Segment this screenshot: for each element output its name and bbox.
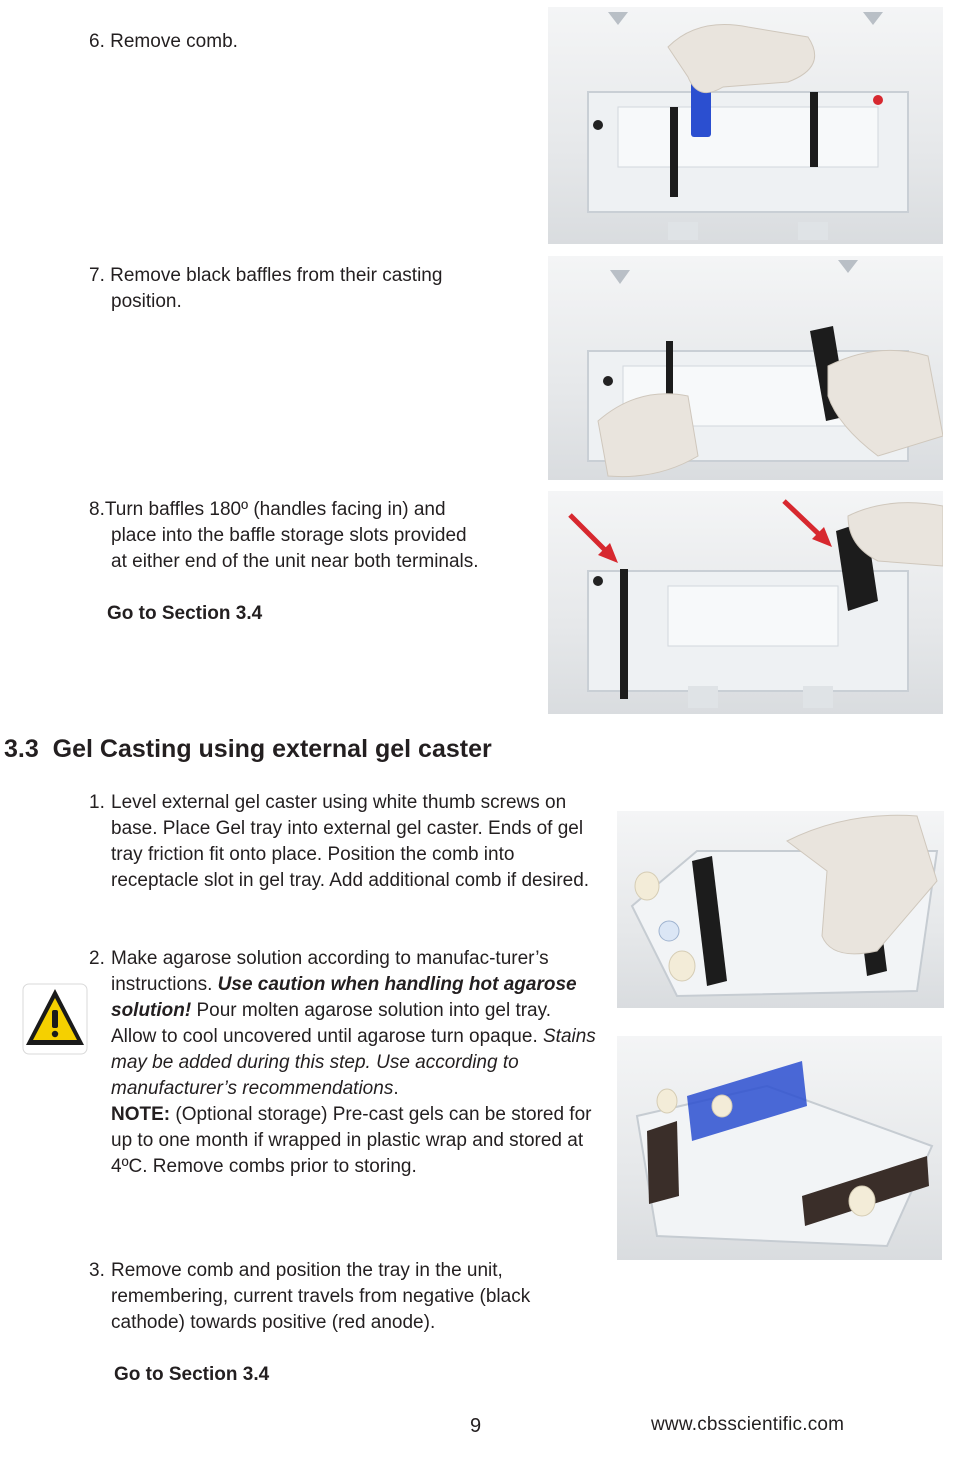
step-text: Pour molten agarose solution into gel tray. Allow to cool uncovered until agarose turn opaque. [111,1000,551,1047]
step-text: Level external gel caster using white thumb screws on base. Place Gel tray into external gel caster. Ends of gel tray friction fit onto place. Position the comb into receptacle slot in gel tray. Add additional comb if desired. [111,792,590,891]
step-text-line: Remove black baffles from their casting [110,265,443,286]
step-7 [89,263,539,315]
caster-step-3 [89,1258,599,1336]
period: . [393,1078,399,1099]
step-text-line: Turn baffles 180º (handles facing in) and [104,499,446,520]
photo-baffle-storage [548,491,943,714]
caster-step-1 [89,790,599,894]
caution-text: Use caution when handling hot agarose solution! [111,974,577,1021]
photo-gel-caster [617,811,944,1008]
caster-step-2 [89,946,599,1180]
photo-remove-comb [548,7,943,244]
photo-remove-baffles [548,256,943,480]
step-number: 1. [89,792,105,813]
section-title-text: Gel Casting using external gel caster [52,735,492,763]
step-8 [89,497,544,575]
step-text: Remove comb. [110,31,238,52]
website-url[interactable]: www.cbsscientific.com [651,1414,845,1435]
stains-text: Stains may be added during this step. Use according to manufacturer’s recommendations [111,1026,596,1099]
note-label: NOTE: [111,1104,171,1125]
warning-icon [22,983,88,1055]
goto-section-link[interactable]: Go to Section 3.4 [107,603,263,624]
goto-section-link[interactable]: Go to Section 3.4 [114,1364,270,1385]
step-text: Make agarose solution according to manufac-turer’s instructions. [111,948,549,995]
photo-tray-with-comb [617,1036,942,1260]
step-text-line: at either end of the unit near both terminals. [111,551,479,572]
step-number: 3. [89,1260,105,1281]
note-text: (Optional storage) Pre-cast gels can be stored for up to one month if wrapped in plastic wrap and stored at 4ºC. Remove combs prior to storing. [111,1104,592,1177]
step-number: 6. [89,31,105,52]
step-text: Remove comb and position the tray in the unit, remembering, current travels from negative (black cathode) towards positive (red anode). [111,1260,531,1333]
step-number: 8. [89,499,105,520]
step-text-line: place into the baffle storage slots provided [111,525,467,546]
step-6 [89,29,539,55]
step-number: 7. [89,265,105,286]
step-number: 2. [89,948,105,969]
step-text-line: position. [111,291,182,312]
section-number: 3.3 [4,735,39,763]
page-number: 9 [470,1415,482,1437]
section-title [4,733,492,765]
